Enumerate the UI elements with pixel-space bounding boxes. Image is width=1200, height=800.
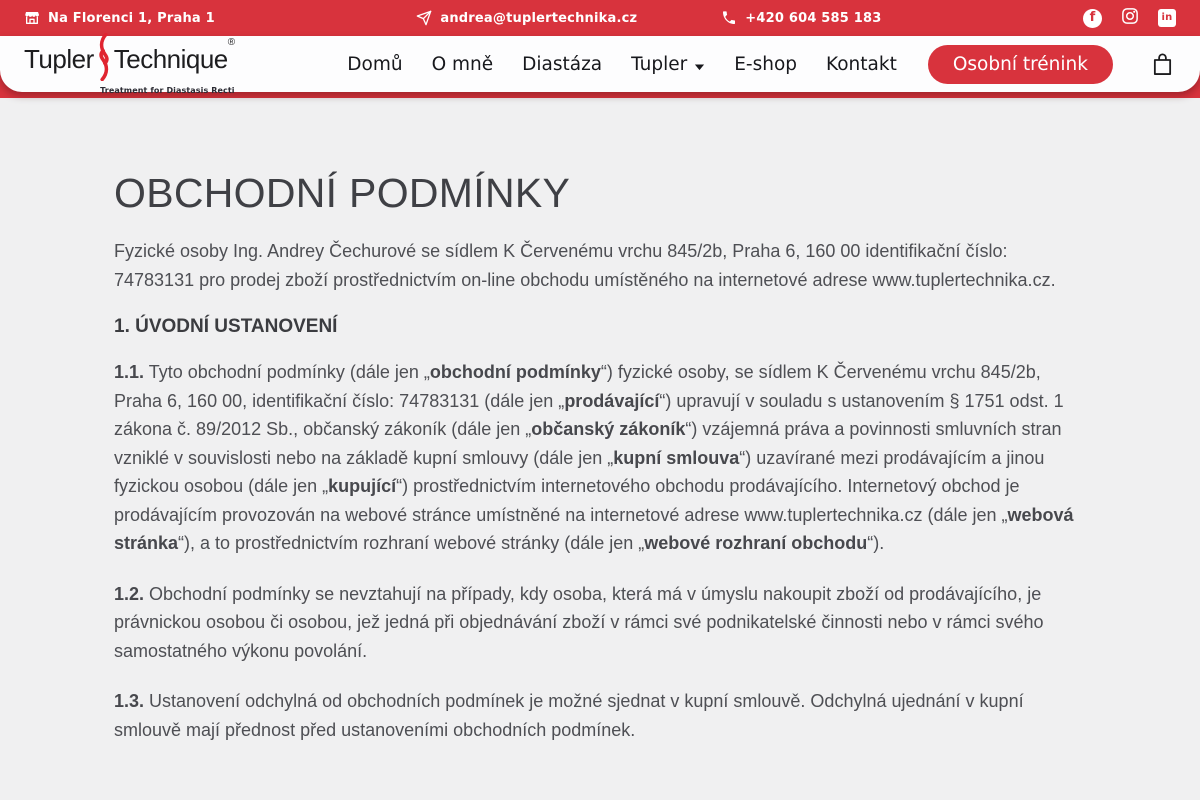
facebook-link[interactable] [1083,9,1102,28]
instagram-icon [1121,7,1139,29]
top-band [0,0,1200,98]
personal-training-button[interactable]: Osobní trénink [928,45,1113,84]
registered-mark: ® [227,37,235,48]
diastasis-mark-icon [95,33,113,85]
nav-item-kontakt[interactable]: Kontakt [826,53,897,75]
email-link[interactable] [416,10,637,26]
facebook-icon: f [1083,9,1102,28]
phone-text: +420 604 585 183 [745,10,882,26]
topbar-contacts [416,10,881,26]
shopping-bag-icon [1149,51,1176,78]
phone-link[interactable] [721,10,881,26]
nav-item-tupler[interactable]: Tupler [631,53,705,76]
site-header [0,36,1200,95]
email-text: andrea@tuplertechnika.cz [440,10,638,26]
storefront-icon [24,10,40,26]
paragraph-1-3: 1.3. Ustanovení odchylná od obchodních podmínek je možné sjednat v kupní smlouvě. Odchylná ujednání v kupní smlouvě mají přednost před ustanoveními obchodních podmínek. [114,691,1024,740]
nav-item-domu[interactable]: Domů [347,53,403,75]
phone-icon [721,10,737,26]
send-icon [416,10,432,26]
section-heading: 1. ÚVODNÍ USTANOVENÍ [114,316,338,338]
social-links [1083,7,1176,29]
main-content [114,98,1086,744]
address-text: Na Florenci 1, Praha 1 [48,10,215,26]
nav-item-o-mne[interactable]: O mně [431,53,494,75]
logo-tagline: Treatment for Diastasis Recti [100,86,235,95]
logo-word-2: Technique® [113,37,235,74]
paragraph-1-2: 1.2. Obchodní podmínky se nevztahují na případy, kdy osoba, která má v úmyslu nakoupit zboží od prodávajícího, je právnickou osobou či osobou, jež jedná při objednávání zboží v rámci své podnikatelské činnosti nebo v rámci svého samostatného výkonu povolání. [114,583,1044,661]
main-nav [347,53,897,76]
nav-item-eshop[interactable]: E-shop [734,53,798,75]
instagram-link[interactable] [1121,7,1139,29]
address [24,10,215,26]
intro-paragraph: Fyzické osoby Ing. Andrey Čechurové se sídlem K Červenému vrchu 845/2b, Praha 6, 160 00 identifikační číslo: 74783131 pro prodej zboží prostřednictvím on-line obchodu umístěného na internetové adrese www.tuplertechnika.cz. [114,241,1056,290]
paragraph-1-1: 1.1. Tyto obchodní podmínky (dále jen „obchodní podmínky“) fyzické osoby, se sídlem K Červenému vrchu 845/2b, Praha 6, 160 00, identifikační číslo: 74783131 (dále jen „prodávající“) upravují v souladu s ustanovením § 1751 odst. 1 zákona č. 89/2012 Sb., občanský zákoník (dále jen „občanský zákoník“) vzájemná práva a povinnosti smluvních stran vzniklé v souvislosti nebo na základě kupní smlouvy (dále jen „kupní smlouva“) uzavírané mezi prodávajícím a jinou fyzickou osobou (dále jen „kupující“) prostřednictvím internetového obchodu prodávajícího. Internetový obchod je prodávajícím provozován na webové stránce umístněné na internetové adrese www.tuplertechnika.cz (dále jen „webová stránka“), a to prostřednictvím rozhraní webové stránky (dále jen „webové rozhraní obchodu“). [114,362,1074,554]
nav-item-diastaza[interactable]: Diastáza [522,53,603,75]
topbar [0,0,1200,36]
page-title: OBCHODNÍ PODMÍNKY [114,170,571,216]
cart-button[interactable] [1149,51,1176,78]
chevron-down-icon [694,55,705,76]
site-logo[interactable] [24,33,235,95]
linkedin-icon: in [1158,9,1176,27]
linkedin-link[interactable] [1158,9,1176,27]
logo-word-1: Tupler [24,44,94,74]
